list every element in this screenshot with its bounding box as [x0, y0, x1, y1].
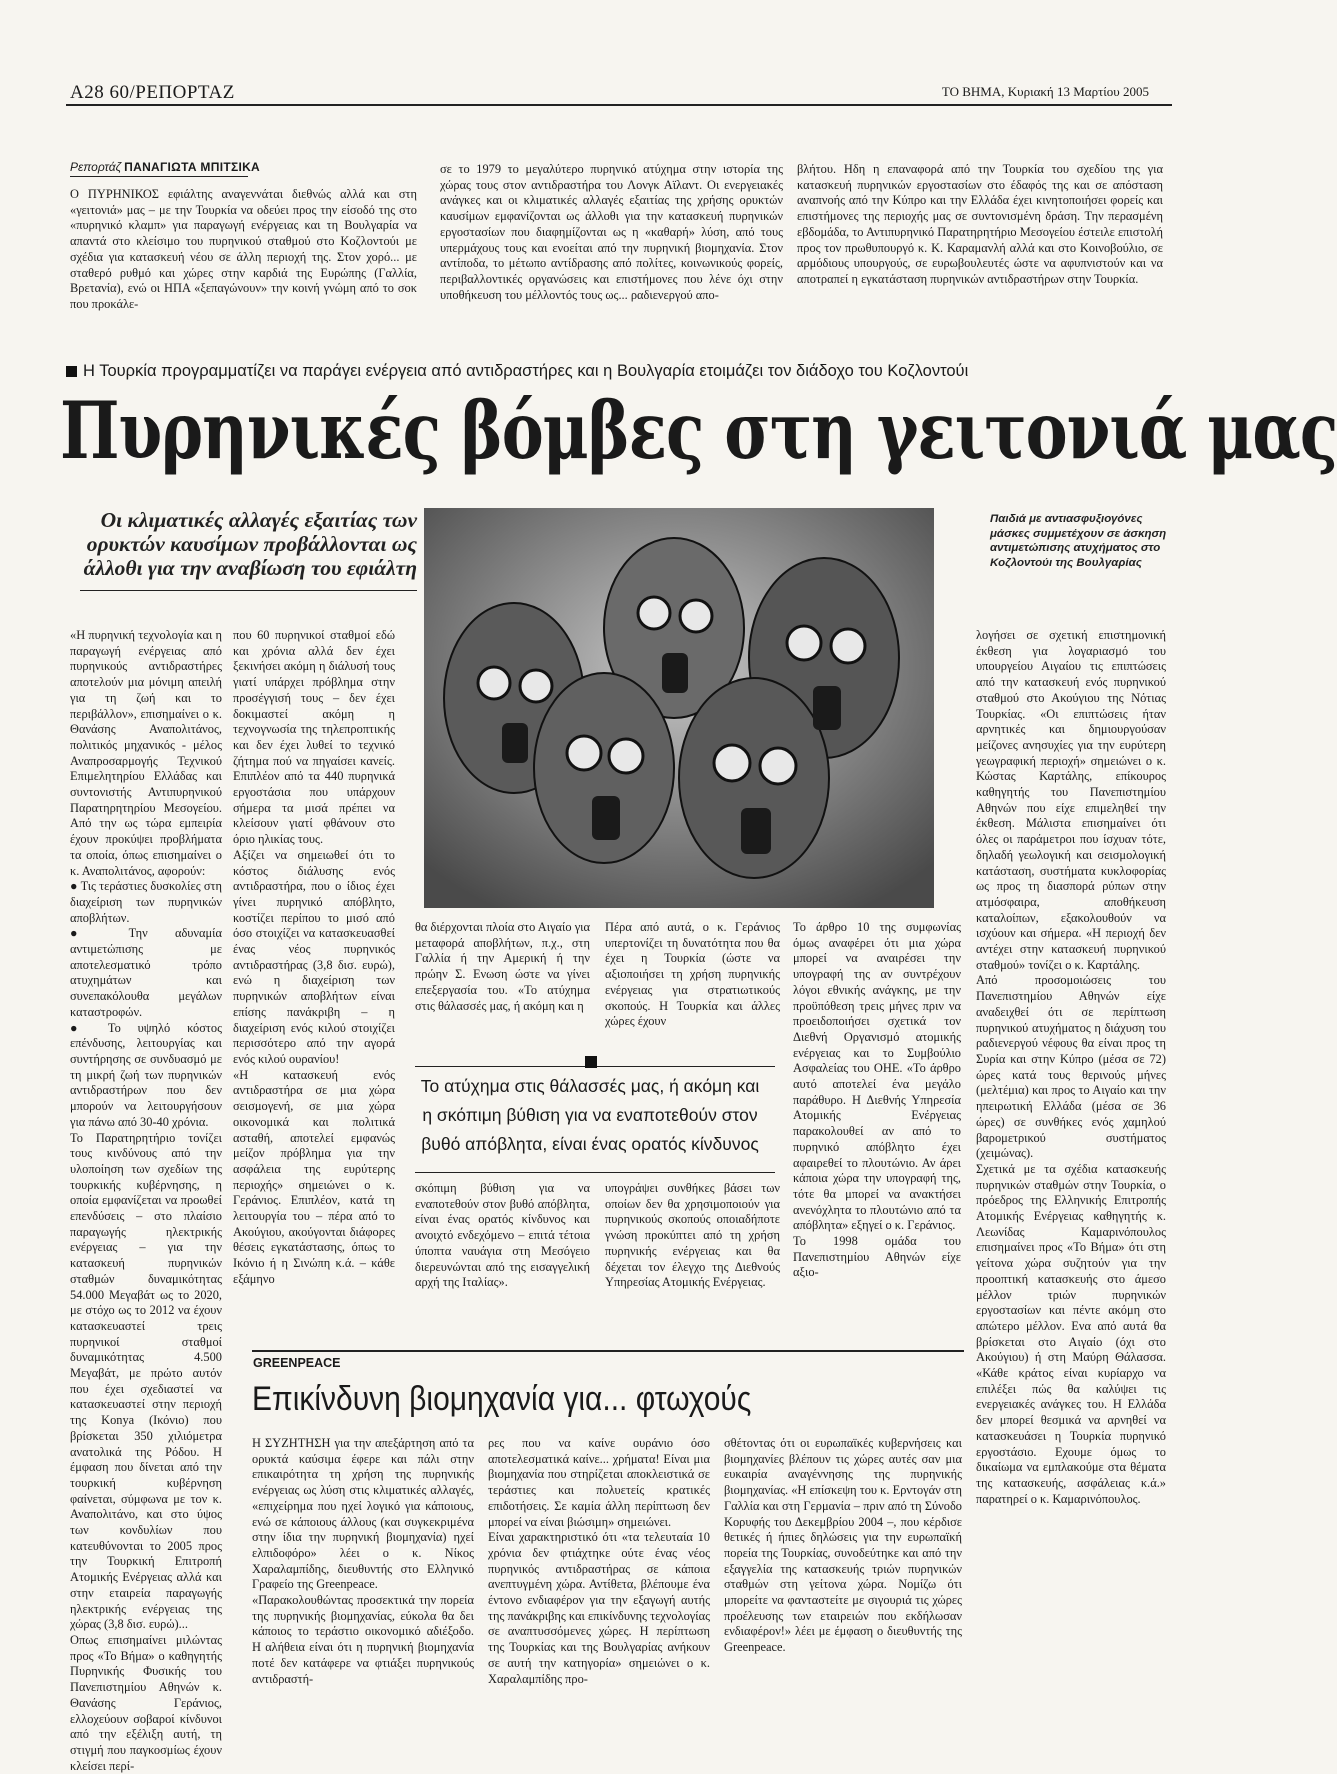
- byline-author: ΠΑΝΑΓΙΩΤΑ ΜΠΙΤΣΙΚΑ: [124, 160, 261, 174]
- body-column-6: λογήσει σε σχετική επιστημονική έκθεση για λογαριασμό του υπουργείου Αιγαίου τις επιπτώσεις από την κατασκευή ενός πυρηνικού σταθμού στο Ακούγιου της Νότιας Τουρκίας. «Οι επιπτώσεις ήταν αρνητικές και δημιουργούσαν μείζονες ανησυχίες για την ευρύτερη γεωγραφική περιοχή» σημειώνει ο κ. Κώστας Καρτάλης, επίκουρος καθηγητής του Πανεπιστημίου Αθηνών που είχε επιμεληθεί την έκθεση. Μάλιστα επισημαίνει ότι όλες οι παράμετροι που ίσχυαν τότε, δηλαδή γεωλογική και σεισμολογική κατάσταση, συστήματα κυκλοφορίας ως προς τη διασπορά ρύπων στην ατμόσφαιρα, αποθήκευση καταλοίπων, εξακολουθούν να ισχύουν και σήμερα. «Η περιοχή δεν αντέχει στην κατασκευή πυρηνικού σταθμού» τονίζει ο κ. Καρτάλης. Από προσομοιώσεις του Πανεπιστημίου Αθηνών είχε αναδειχθεί ότι σε περίπτωση πυρηνικού ατυχήματος η διάχυση του ραδιενεργού νέφους θα είναι προς τη Συρία και στην Κύπρο (μέσα σε 72) ώρες κατά τους θερινούς μήνες (μελτέμια) και προς το Αιγαίο και την ηπειρωτική Ελλάδα (μέσα σε 36 ώρες) σε συνθήκες ενός χαμηλού βαρομετρικού συστήματος (χειμώνας). Σχετικά με τα σχέδια κατασκευής πυρηνικών σταθμών στην Τουρκία, ο πρόεδρος της Ελληνικής Επιτροπής Ατομικής Ενέργειας καθηγητής κ. Λεωνίδας Καμαρινόπουλος επισημαίνει προς «Το Βήμα» ότι στη γείτονα χώρα συζητούν για την προοπτική κατασκευής στο άμεσο μέλλον τριών πυρηνικών εργοστασίων και πέντε ακόμη στο απώτερο μέλλον. Ενα από αυτά θα βρίσκεται στο Αιγαίο (όχι στο Ακούγιου) ή στη Μαύρη Θάλασσα. «Κάθε κράτος είναι κυρίαρχο να επιλέξει πώς θα καλύψει τις ενεργειακές ανάγκες του. Η Ελλάδα δεν μπορεί θεσμικά να αρνηθεί να κατασκευάσει η Τουρκία πυρηνικό εργοστάσιο. Εχουμε όμως το δικαίωμα να εμπλακούμε στα θέματα της κατασκευής, ασφάλειας κ.ά.» παρατηρεί ο κ. Καμαρινόπουλος.: [976, 628, 1166, 1506]
- header-rule: [66, 104, 1172, 106]
- kicker: [66, 362, 968, 381]
- intro-column-3: βλήτου. Ηδη η επαναφορά από την Τουρκία του σχεδίου της για κατασκευή πυρηνικών εργοστασίων στο έδαφός της και σε απόσταση αναπνοής από την Κύπρο και την Ελλάδα έχει κινητοποιήσει φορείς και επιστήμονες της περιοχής μας σε συντονισμένη δράση. Την περασμένη εβδομάδα, το Αντιπυρηνικό Παρατηρητήριο Μεσογείου έστειλε επιστολή προς τον πρωθυπουργό κ. Κ. Καραμανλή αλλά και στο Κοινοβούλιο, σε αρμόδιους υπουργούς, σε ευρωβουλευτές ώστε να αφυπνιστούν και να αποτραπεί η εγκατάσταση πυρηνικών αντιδραστήρων στην Τουρκία.: [797, 162, 1163, 286]
- body-column-1: «Η πυρηνική τεχνολογία και η παραγωγή ενέργειας από πυρηνικούς αντιδραστήρες αποτελούν μια μόνιμη απειλή για τη ζωή και το περιβάλλον», επισημαίνει ο κ. Θανάσης Αναπολιτάνος, πολιτικός μηχανικός - μέλος Αναπροσαρμογής Τεχνικού Επιμελητηρίου Ελλάδας και συντονιστής Αντιπυρηνικού Παρατηρητηρίου Μεσογείου. Από την ως τώρα εμπειρία έχουν προκύψει προβλήματα τα οποία, όπως επισημαίνει ο κ. Αναπολιτάνος, αφορούν: ● Τις τεράστιες δυσκολίες στη διαχείριση των πυρηνικών αποβλήτων. ● Την αδυναμία αντιμετώπισης με αποτελεσματικό τρόπο ατυχημάτων και συνεπακόλουθα μεγάλων καταστροφών. ● Το υψηλό κόστος επένδυσης, λειτουργίας και συντήρησης σε συνδυασμό με τη μικρή ζωή των πυρηνικών αντιδραστήρων που δεν μπορούν να λειτουργήσουν για πάνω από 30-40 χρόνια. Το Παρατηρητήριο τονίζει τους κινδύνους από την υλοποίηση των σχεδίων της τουρκικής κυβέρνησης, η οποία εμφανίζεται να προωθεί επενδύσεις – στο πλαίσιο παραγωγής ηλεκτρικής ενέργειας – για την κατασκευή πυρηνικών σταθμών δυναμικότητας 54.000 Μεγαβάτ ως το 2020, με στόχο ως το 2012 να έχουν κατασκευαστεί τρεις πυρηνικοί σταθμοί δυναμικότητας 4.500 Μεγαβάτ, με πρώτο αυτόν που έχει σχεδιαστεί να κατασκευαστεί στην περιοχή της Konya (Ικόνιο) που βρίσκεται 350 χιλιόμετρα ανατολικά της Ρόδου. Η έμφαση που δίνεται από την τουρκική κυβέρνηση φαίνεται, σύμφωνα με τον κ. Αναπολιτάνο, και στο ύψος των κονδυλίων που κατευθύνονται το 2005 προς την Τουρκική Επιτροπή Ατομικής Ενέργειας αλλά και στην εταιρεία παραγωγής ηλεκτρικής ενέργειας της χώρας (3,8 δισ. ευρώ)... Οπως επισημαίνει μιλώντας προς «Το Βήμα» ο καθηγητής Πυρηνικής Φυσικής του Πανεπιστημίου Αθηνών κ. Θανάσης Γεράνιος, ελλοχεύουν σοβαροί κίνδυνοι από την εξέλιξη αυτή, τη στιγμή που παγκοσμίως έχουν κλείσει περί-: [70, 628, 222, 1773]
- greenpeace-title: Επικίνδυνη βιομηχανία για... φτωχούς: [252, 1380, 752, 1418]
- kicker-text: Η Τουρκία προγραμματίζει να παράγει ενέργεια από αντιδραστήρες και η Βουλγαρία ετοιμάζει τον διάδοχο του Κοζλοντούι: [83, 362, 969, 380]
- body-column-4b: υπογράψει συνθήκες βάσει των οποίων δεν θα χρησιμοποιούν για πυρηνικούς σκοπούς οποιαδήποτε γνώση προκύπτει από τη χρήση πυρηνικής ενέργειας και θα δέχεται τον έλεγχο της Διεθνούς Υπηρεσίας Ατομικής Ενέργειας.: [605, 1181, 780, 1290]
- greenpeace-label: GREENPEACE: [253, 1356, 341, 1370]
- body-column-5: Το άρθρο 10 της συμφωνίας όμως αναφέρει ότι μια χώρα μπορεί να αναιρέσει την υπογραφή της αν συντρέχουν λόγοι εθνικής ανάγκης, με την προϋπόθεση τρεις μήνες πριν να προειδοποιήσει σχετικά τον Διεθνή Οργανισμό ατομικής ενέργειας και το Συμβούλιο Ασφαλείας του ΟΗΕ. «Το άρθρο αυτό αποτελεί ένα μεγάλο παράθυρο. Η Διεθνής Υπηρεσία Ατομικής Ενέργειας παρακολουθεί αν από το πυρηνικό απόβλητο έχει αφαιρεθεί το πλουτώνιο. Αν άρει κάποια χώρα την υπογραφή της, τότε θα μπορεί να ανακτήσει ανενόχλητα το πλουτώνιο από τα απόβλητα» εξηγεί ο κ. Γεράνιος. Το 1998 ομάδα του Πανεπιστημίου Αθηνών είχε αξιο-: [793, 920, 961, 1280]
- pull-quote-text: Το ατύχημα στις θάλασσές μας, ή ακόμη και η σκόπιμη βύθιση για να εναποτεθούν στον βυθό απόβλητα, είναι ένας ορατός κίνδυνος: [420, 1076, 760, 1154]
- body-column-2: που 60 πυρηνικοί σταθμοί εδώ και χρόνια αλλά δεν έχει ξεκινήσει ακόμη η διάλυσή τους γιατί υπάρχει πρόβλημα στην προσέγγισή τους – δεν έχει δοκιμαστεί ακόμη η τεχνογνωσία της τηλεπροπτικής και δεν έχει λυθεί το τεχνικό ζήτημα πού να πηγαίσει κανείς. Επιπλέον από τα 440 πυρηνικά εργοστάσια που υπάρχουν σήμερα τα μισά πρέπει να κλείσουν γιατί φθάνουν στο όριο ηλικίας τους. Αξίζει να σημειωθεί ότι το κόστος διάλυσης ενός αντιδραστήρα, που ο ίδιος έχει γίνει πυρηνικό απόβλητο, κοστίζει περίπου το μισό από όσο στοιχίζει να κατασκευασθεί ένας νέος πυρηνικός αντιδραστήρας (3,8 δισ. ευρώ), ενώ η διαχείριση των πυρηνικών αποβλήτων είναι επίσης πανάκριβη – η διαχείριση ενός κιλού στοιχίζει περισσότερο από την αγορά ενός κιλού ουρανίου! «Η κατασκευή ενός αντιδραστήρα σε μια χώρα σεισμογενή, σε μια χώρα οικονομικά και πολιτικά ασταθή, αποτελεί εμφανώς μείζον πρόβλημα για την ασφάλεια της ευρύτερης περιοχής» σημειώνει ο κ. Γεράνιος. Επιπλέον, κατά τη λειτουργία του – πέρα από το Ακούγιου, ακούγονται διάφορες θέσεις εγκατάστασης, όπως το Ικόνιο ή η Σινώπη κ.ά. – κάθε εξάμηνο: [233, 628, 395, 1286]
- pull-quote-rule-bottom: [415, 1172, 775, 1173]
- body-column-3a: θα διέρχονται πλοία στο Αιγαίο για μεταφορά αποβλήτων, π.χ., στη Γαλλία ή την Αμερική ή την πρώην Σ. Ενωση ώστε να γίνει επεξεργασία του. «Το ατύχημα στις θάλασσές μας, ή ακόμη και η: [415, 920, 590, 1013]
- section-label: A28 60/ΡΕΠΟΡΤΑΖ: [70, 82, 235, 103]
- byline-label: Ρεπορτάζ: [70, 160, 122, 174]
- greenpeace-column-3: σθέτοντας ότι οι ευρωπαϊκές κυβερνήσεις και βιομηχανίες βλέπουν τις χώρες αυτές σαν μια ευκαιρία αναγέννησης της πυρηνικής βιομηχανίας. «Η επίσκεψη του κ. Ερντογάν στη Γαλλία και στη Γερμανία – πριν από τη Σύνοδο Κορυφής του Δεκεμβρίου 2004 –, που κέρδισε θετικές ή ήπιες δηλώσεις για την ευρωπαϊκή πορεία της Τουρκίας, συνοδεύτηκε και από την εξαγγελία της κατασκευής τριών πυρηνικών σταθμών στη γείτονα χώρα. Νομίζω ότι μπορείτε να φανταστείτε με σιγουριά τις χώρες προέλευσης των εταιρειών που εκδήλωσαν ενδιαφέρον!» λέει με έμφαση ο διευθυντής της Greenpeace.: [724, 1436, 962, 1655]
- intro-column-2: σε το 1979 το μεγαλύτερο πυρηνικό ατύχημα στην ιστορία της χώρας τους στον αντιδραστήρα του Λονγκ Αϊλαντ. Οι ενεργειακές ανάγκες και οι κλιματικές αλλαγές εξαιτίας της χρήσης ορυκτών καυσίμων εμφανίζονται ως άλλοθι για την κατασκευή πυρηνικών εργοστασίων που διαφημίζονται ως η «καθαρή» λύση, από τους υπερμάχους τους και ενοείται από την πυρηνική βιομηχανία. Στον αντίποδα, το μέτωπο αντίδρασης από πολίτες, κοινωνικούς φορείς, περιβαλλοντικές οργανώσεις και επιστήμονες που λένε όχι στην υποθήκευση του μέλλοντός τους ως... ραδιενεργού απο-: [440, 162, 783, 302]
- greenpeace-rule: [252, 1350, 964, 1352]
- kicker-square-icon: [66, 366, 77, 377]
- deck: Οι κλιματικές αλλαγές εξαιτίας των ορυκτών καυσίμων προβάλλονται ως άλλοθι για την αναβίωση του εφιάλτη: [83, 508, 417, 580]
- greenpeace-column-2: ρες που να καίνε ουράνιο όσο αποτελεσματικά καίνε... χρήματα! Είναι μια βιομηχανία που στηρίζεται αποκλειστικά σε τεράστιες και πολυετείς κρατικές επιδοτήσεις. Σε καμία άλλη περίπτωση δεν μπορεί να είναι βιώσιμη» σημειώνει. Είναι χαρακτηριστικό ότι «τα τελευταία 10 χρόνια δεν φτιάχτηκε ούτε ένας νέος πυρηνικός αντιδραστήρας σε κάποια ανεπτυγμένη χώρα. Αντίθετα, βλέπουμε ένα έντονο ενδιαφέρον για την εξαγωγή αυτής της πανάκριβης και επικίνδυνης τεχνολογίας σε αναπτυσσόμενες χώρες. Η περίπτωση της Τουρκίας και της Βουλγαρίας ανήκουν σε αυτή την κατηγορία» σημειώνει ο κ. Χαραλαμπίδης προ-: [488, 1436, 710, 1686]
- masthead-date: ΤΟ ΒΗΜΑ, Κυριακή 13 Μαρτίου 2005: [941, 84, 1149, 99]
- pull-quote-square-icon: [585, 1056, 597, 1068]
- intro-column-1: Ο ΠΥΡΗΝΙΚΟΣ εφιάλτης αναγεννάται διεθνώς αλλά και στη «γειτονιά» μας – με την Τουρκία να οδεύει προς την είσοδό της στο «πυρηνικό κλαμπ» για παραγωγή ενέργειας και τη Βουλγαρία να απαντά στο κλείσιμο του πυρηνικού σταθμού στο Κοζλοντούι με σχέδια για κατασκευή νέου σε άλλη περιοχή της. Στον χορό... με σταθερό ρυθμό και χώρες στην καρδιά της Ευρώπης (Γαλλία, Βρετανία), ενώ οι ΗΠΑ «ξεπαγώνουν» την κοινή γνώμη από το σοκ που προκάλε-: [70, 187, 417, 311]
- photo-gas-masks-image: [424, 508, 934, 908]
- pull-quote: [415, 1072, 765, 1159]
- body-column-3b: σκόπιμη βύθιση για να εναποτεθούν στον βυθό απόβλητα, είναι ένας ορατός κίνδυνος και ανοιχτό ενδεχόμενο – επιτά τέτοια ύποπτα ναυάγια στη Μεσόγειο διερευνώνται από της εισαγγελική αρχή της Ιταλίας».: [415, 1181, 590, 1290]
- byline: [70, 160, 260, 175]
- headline: Πυρηνικές βόμβες στη γειτονιά μας: [60, 384, 1337, 477]
- byline-rule: [70, 176, 248, 177]
- photo-gas-masks: [424, 508, 934, 908]
- photo-caption: Παιδιά με αντιασφυξιογόνες μάσκες συμμετέχουν σε άσκηση αντιμετώπισης ατυχήματος στο Κοζλοντούι της Βουλγαρίας: [990, 513, 1167, 569]
- deck-rule: [80, 590, 417, 591]
- greenpeace-column-1: Η ΣΥΖΗΤΗΣΗ για την απεξάρτηση από τα ορυκτά καύσιμα έφερε και πάλι στην επικαιρότητα τη χρήση της πυρηνικής ενέργειας ως λύση στις κλιματικές αλλαγές, «επιχείρημα που ηχεί λογικό για κάποιους, ενώ σε κάποιους άλλους (και συγκεκριμένα στην ίδια την πυρηνική βιομηχανία) ηχεί ελπιδοφόρο» λέει ο κ. Νίκος Χαραλαμπίδης, διευθυντής στο Ελληνικό Γραφείο της Greenpeace. «Παρακολουθώντας προσεκτικά την πορεία της πυρηνικής βιομηχανίας, εύκολα θα δει κάποιος το τεράστιο οικονομικό αδιέξοδο. Η αλήθεια είναι ότι η πυρηνική βιομηχανία ποτέ δεν κατάφερε να φτιάξει πυρηνικούς αντιδραστή-: [252, 1436, 474, 1686]
- body-column-4a: Πέρα από αυτά, ο κ. Γεράνιος υπερτονίζει τη δυνατότητα που θα έχει η Τουρκία (ώστε να αξιοποιήσει τη χρήση πυρηνικής ενέργειας για στρατιωτικούς σκοπούς. Η Τουρκία και άλλες χώρες έχουν: [605, 920, 780, 1029]
